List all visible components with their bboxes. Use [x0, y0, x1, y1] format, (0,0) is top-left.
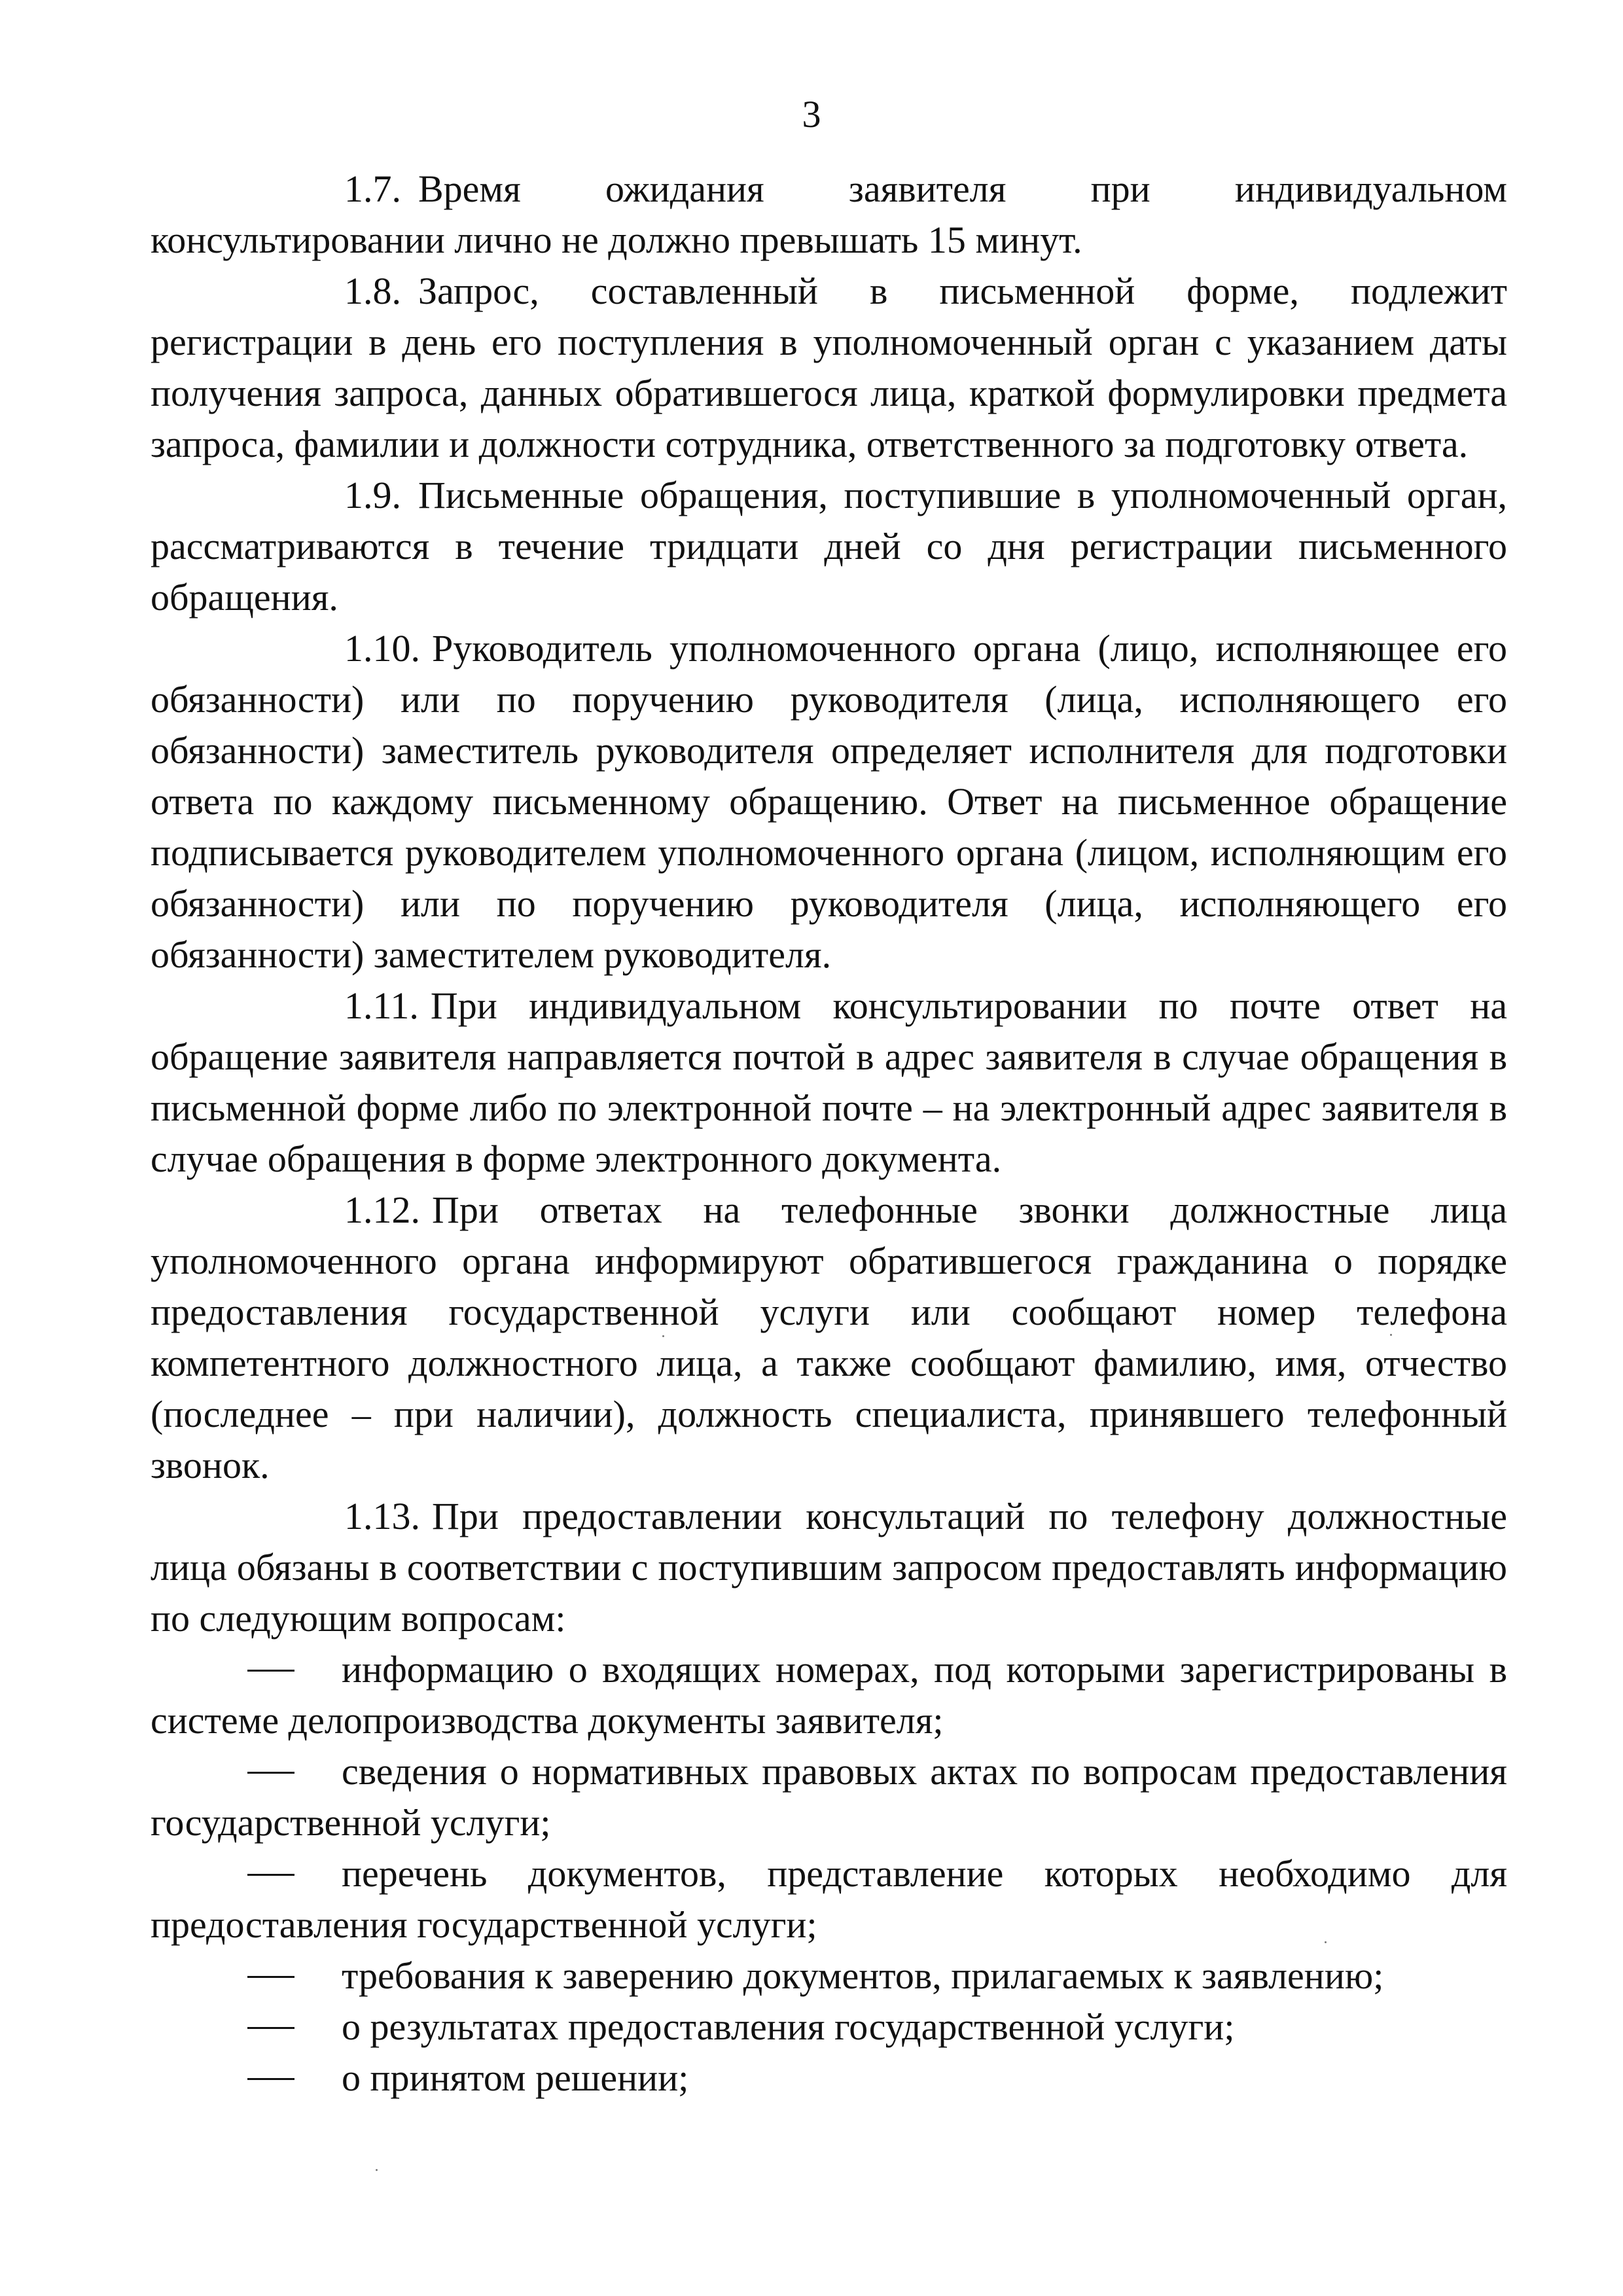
paragraph-text: При предоставлении консультаций по телефону должностные лица обязаны в соответствии с поступившим запросом предоставлять информацию по следующим вопросам: — [151, 1495, 1507, 1640]
list-item-text: сведения о нормативных правовых актах по вопросам предоставления государственной услуги; — [151, 1750, 1507, 1844]
list-item — [151, 1746, 1507, 1848]
paragraph-1-9 — [151, 470, 1507, 623]
paragraph-number: 1.10. — [344, 627, 420, 670]
dash-bullet — [247, 1746, 342, 1797]
list-item-text: информацию о входящих номерах, под которыми зарегистрированы в системе делопроизводства документы заявителя; — [151, 1648, 1507, 1742]
list-item — [151, 1848, 1507, 1950]
scan-speck — [662, 1335, 664, 1337]
list-item — [151, 2053, 1507, 2104]
paragraph-number: 1.8. — [344, 270, 401, 312]
list-item — [151, 1644, 1507, 1746]
paragraph-1-7 — [151, 164, 1507, 266]
list-item-text: перечень документов, представление которых необходимо для предоставления государственной услуги; — [151, 1852, 1507, 1946]
dash-bullet — [247, 1848, 342, 1899]
paragraph-1-8 — [151, 266, 1507, 470]
dash-bullet — [247, 1950, 342, 2001]
paragraph-text: Время ожидания заявителя при индивидуальном консультировании лично не должно превышать 15 минут. — [151, 168, 1507, 261]
paragraph-text: Письменные обращения, поступившие в уполномоченный орган, рассматриваются в течение тридцати дней со дня регистрации письменного обращения. — [151, 474, 1507, 619]
scan-speck — [1325, 1941, 1327, 1943]
paragraph-text: Руководитель уполномоченного органа (лицо, исполняющее его обязанности) или по поручению руководителя (лица, исполняющего его обязанности) заместитель руководителя определяет исполнителя для подготовки ответа по каждому письменному обращению. Ответ на письменное обращение подписывается руководителем уполномоченного органа (лицом, исполняющим его обязанности) или по поручению руководителя (лица, исполняющего его обязанности) заместителем руководителя. — [151, 627, 1507, 976]
paragraph-number: 1.11. — [344, 984, 419, 1027]
scan-speck — [1390, 1334, 1392, 1336]
list-item-text: о результатах предоставления государственной услуги; — [342, 2005, 1235, 2048]
dash-bullet — [247, 1644, 342, 1695]
scan-speck — [376, 2169, 378, 2171]
paragraph-text: При индивидуальном консультировании по почте ответ на обращение заявителя направляется почтой в адрес заявителя в случае обращения в письменной форме либо по электронной почте – на электронный адрес заявителя в случае обращения в форме электронного документа. — [151, 984, 1507, 1180]
paragraph-text: Запрос, составленный в письменной форме, подлежит регистрации в день его поступления в уполномоченный орган с указанием даты получения запроса, данных обратившегося лица, краткой формулировки предмета запроса, фамилии и должности сотрудника, ответственного за подготовку ответа. — [151, 270, 1507, 465]
paragraph-number: 1.12. — [344, 1189, 420, 1231]
paragraph-number: 1.13. — [344, 1495, 420, 1537]
paragraph-1-10 — [151, 623, 1507, 980]
paragraph-number: 1.7. — [344, 168, 401, 210]
paragraph-1-13 — [151, 1491, 1507, 1644]
page-number: 3 — [802, 93, 821, 135]
document-body — [151, 164, 1507, 2104]
list-item-text: о принятом решении; — [342, 2056, 689, 2099]
paragraph-1-12 — [151, 1185, 1507, 1491]
paragraph-1-11 — [151, 980, 1507, 1185]
paragraph-number: 1.9. — [344, 474, 401, 516]
list-item-text: требования к заверению документов, прилагаемых к заявлению; — [342, 1954, 1384, 1997]
list-item — [151, 2001, 1507, 2053]
list-item — [151, 1950, 1507, 2001]
paragraph-text: При ответах на телефонные звонки должностные лица уполномоченного органа информируют обратившегося гражданина о порядке предоставления государственной услуги или сообщают номер телефона компетентного должностного лица, а также сообщают фамилию, имя, отчество (последнее – при наличии), должность специалиста, принявшего телефонный звонок. — [151, 1189, 1507, 1486]
dash-bullet — [247, 2053, 342, 2104]
dash-bullet — [247, 2001, 342, 2053]
